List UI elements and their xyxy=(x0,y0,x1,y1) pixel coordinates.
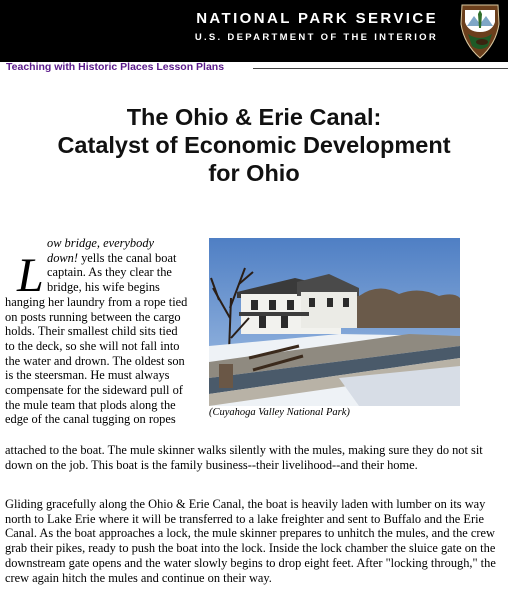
paragraph-2: Gliding gracefully along the Ohio & Erie Canal, the boat is heavily laden with lumber on its way north to Lake Erie where it will be transferred to a lake freighter and sent to Buffalo and the Erie Canal. As the boat approaches a lock, the mule skinner prepares to unhitch the mules, and the crew grab their pikes, ready to push the boat into the lock. Inside the lock chamber the sluice gate on the downstream gate opens and the water slowly begins to drop eight feet. After "locking through," the crew again hitch the mules and continue on their way. xyxy=(5,497,496,585)
intro-line: on posts running between the cargo xyxy=(5,309,181,324)
title-line-3: for Ohio xyxy=(208,160,300,186)
intro-line: the water and drown. The oldest son xyxy=(5,353,185,368)
title-line-2: Catalyst of Economic Development xyxy=(57,132,451,158)
intro-line: edge of the canal tugging on ropes xyxy=(5,412,176,427)
page-title xyxy=(0,103,508,187)
nps-header-bar xyxy=(0,0,508,62)
lesson-plans-link[interactable]: Teaching with Historic Places Lesson Plans xyxy=(6,61,225,73)
canal-lock-photo[interactable] xyxy=(209,238,460,406)
drop-cap: L xyxy=(17,249,44,302)
intro-paragraph xyxy=(5,236,207,427)
title-line-1: The Ohio & Erie Canal: xyxy=(126,104,382,130)
nav-divider xyxy=(253,68,508,69)
paragraph-1-continued: attached to the boat. The mule skinner walks silently with the mules, making sure they do not sit down on the job. This boat is the family business--their livelihood--and their home. xyxy=(5,443,483,472)
agency-name: NATIONAL PARK SERVICE xyxy=(196,10,438,27)
intro-line: the mule team that plods along the xyxy=(5,397,176,412)
intro-line: compensate for the sideward pull of xyxy=(5,383,183,398)
photo-caption: (Cuyahoga Valley National Park) xyxy=(209,407,350,418)
intro-line: to the deck, so she will not fall into xyxy=(5,338,180,353)
intro-line: hanging her laundry from a rope tied xyxy=(5,294,188,309)
intro-line: holds. Their smallest child sits tied xyxy=(5,324,178,339)
intro-line: captain. As they clear the xyxy=(47,265,172,280)
intro-line: bridge, his wife begins xyxy=(47,280,160,295)
department-name: U.S. DEPARTMENT OF THE INTERIOR xyxy=(194,32,438,43)
canal-lock-image xyxy=(209,238,460,406)
intro-line: down! yells the canal boat xyxy=(47,250,177,265)
intro-line: ow bridge, everybody xyxy=(47,236,155,250)
intro-line: is the steersman. He must always xyxy=(5,368,170,383)
intro-italic-tail: down! xyxy=(47,250,78,265)
nps-arrowhead-icon[interactable] xyxy=(458,2,502,60)
